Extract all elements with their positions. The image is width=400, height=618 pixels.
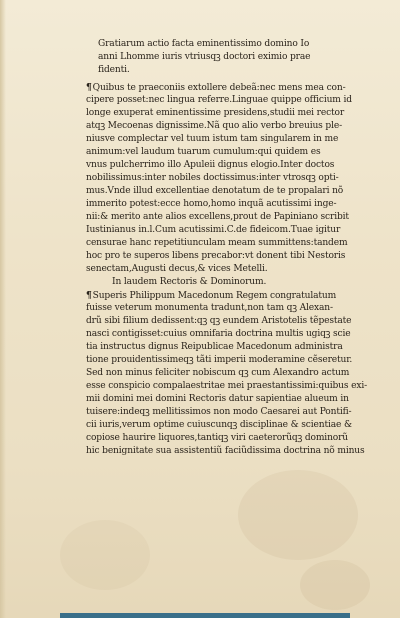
paragraph-line: tuisere:indeqꝫ mellitissimos non modo Caesarei aut Pontifi- [86, 407, 352, 417]
paragraph-line: hoc pro te superos libens precabor:vt donent tibi Nestoris [86, 251, 346, 261]
pilcrow-mark: ¶ [86, 290, 92, 301]
paragraph-line: hic benignitate sua assistentiũ faciũdissima doctrina nõ minus [86, 446, 365, 456]
paragraph-line: senectam,Augusti decus,& vices Metelli. [86, 264, 268, 274]
paragraph-line: nobilissimus:inter nobiles doctissimus:inter vtrosqꝫ opti- [86, 173, 339, 183]
bottom-edge-strip [60, 613, 350, 618]
paragraph-line: cii iuris,verum optime cuiuscunqꝫ disciplinae & scientiae & [86, 420, 352, 430]
heading-line: anni Lhomme iuris vtriusqꝫ doctori eximio prae [98, 52, 311, 62]
paper-stain [60, 520, 150, 590]
text-block [86, 38, 382, 458]
paragraph-line: immerito potest:ecce homo,homo inquã acutissimi inge- [86, 199, 337, 209]
paragraph-line: drũ sibi filium dedissent:qꝫ qꝫ eundem Aristotelis tẽpestate [86, 316, 352, 326]
paragraph-line: Iustinianus in.l.Cum acutissimi.C.de fideicom.Tuae igitur [86, 225, 341, 235]
paragraph-line: mii domini mei domini Rectoris datur sapientiae alueum in [86, 394, 349, 404]
paper-stain [238, 470, 358, 560]
heading-line: Gratiarum actio facta eminentissimo domino Io [98, 39, 310, 49]
paragraph-line: tione prouidentissimeqꝫ tãti imperii moderamine cẽseretur. [86, 355, 353, 365]
paragraph-line: fuisse veterum monumenta tradunt,non tam qꝫ Alexan- [86, 303, 333, 313]
paper-stain [300, 560, 370, 610]
paragraph-line: niusve complectar vel tuum istum tam singularem in me [86, 134, 339, 144]
paragraph-line: nasci contigisset:cuius omnifaria doctrina multis ugiqꝫ scie [86, 329, 351, 339]
paragraph-line: vnus pulcherrimo illo Apuleii dignus elogio.Inter doctos [86, 160, 335, 170]
paragraph-line: esse conspicio compalaestritae mei praestantissimi:quibus exi- [86, 381, 368, 391]
paragraph-line: tia instructus dignus Reipublicae Macedonum administra [86, 342, 343, 352]
heading-line: fidenti. [98, 65, 130, 75]
paragraph-line: cipere posset:nec lingua referre.Linguae quippe officium id [86, 95, 352, 105]
paragraph-line: ¶Superis Philippum Macedonum Regem congratulatum [86, 290, 337, 301]
paragraph-line: atqꝫ Mecoenas dignissime.Nã quo alio verbo breuius ple- [86, 121, 342, 131]
paragraph-line: mus.Vnde illud excellentiae denotatum de te propalari nõ [86, 186, 344, 196]
paragraph-line: copiose haurire liquores,tantiqꝫ viri caeterorũqꝫ dominorũ [86, 433, 349, 443]
section-heading: In laudem Rectoris & Dominorum. [112, 277, 267, 287]
paragraph-line: animum:vel laudum tuarum cumulum:qui quidem es [86, 147, 321, 157]
pilcrow-mark: ¶ [86, 82, 92, 93]
paragraph-line: ¶Quibus te praeconiis extollere debeã:nec mens mea con- [86, 82, 346, 93]
page-edge-shadow [0, 0, 6, 618]
paragraph-line: Sed non minus feliciter nobiscum qꝫ cum Alexandro actum [86, 368, 350, 378]
paragraph-line: censurae hanc repetitiunculam meam summittens:tandem [86, 238, 348, 248]
paragraph-line: longe exuperat eminentissime presidens,studii mei rector [86, 108, 345, 118]
paragraph-line: nii:& merito ante alios excellens,prout de Papiniano scribit [86, 212, 349, 222]
